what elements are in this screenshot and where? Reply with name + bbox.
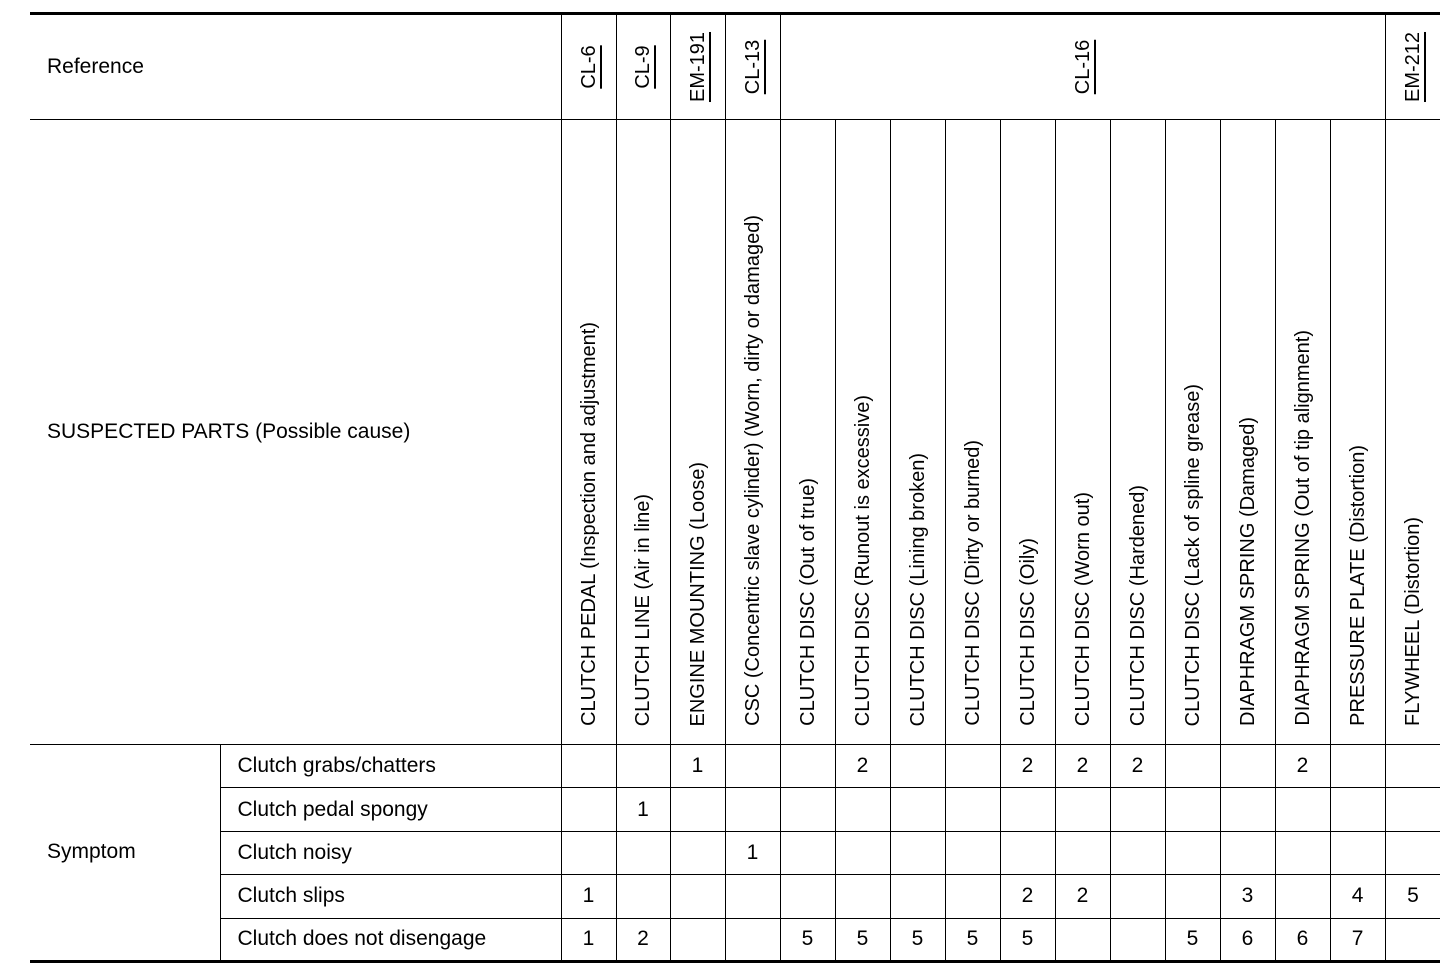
- priority-value-cell: 2: [835, 745, 890, 788]
- suspected-part-label: CLUTCH PEDAL (Inspection and adjustment): [577, 322, 600, 726]
- priority-value-cell: [561, 745, 616, 788]
- priority-value-cell: [1220, 745, 1275, 788]
- priority-value-cell: [1330, 831, 1385, 874]
- reference-cell: [780, 14, 1385, 120]
- suspected-part-cell: [1330, 120, 1385, 745]
- priority-value-cell: [1385, 745, 1440, 788]
- suspected-part-cell: [945, 120, 1000, 745]
- reference-cell: [670, 14, 725, 120]
- suspected-part-cell: [725, 120, 780, 745]
- priority-value-cell: [835, 788, 890, 831]
- priority-value-cell: 7: [1330, 918, 1385, 961]
- priority-value-cell: 6: [1275, 918, 1330, 961]
- priority-value-cell: [1385, 831, 1440, 874]
- priority-value-cell: 2: [1055, 745, 1110, 788]
- suspected-part-cell: [1110, 120, 1165, 745]
- suspected-part-label: CLUTCH LINE (Air in line): [632, 493, 655, 726]
- priority-value-cell: 1: [725, 831, 780, 874]
- symptom-row: [30, 918, 1440, 961]
- priority-value-cell: 2: [1000, 875, 1055, 918]
- priority-value-cell: [890, 745, 945, 788]
- suspected-part-cell: [1220, 120, 1275, 745]
- suspected-part-cell: [1000, 120, 1055, 745]
- priority-value-cell: [890, 831, 945, 874]
- priority-value-cell: 2: [1055, 875, 1110, 918]
- priority-value-cell: 5: [835, 918, 890, 961]
- suspected-part-label: CSC (Concentric slave cylinder) (Worn, dirty or damaged): [741, 215, 764, 726]
- troubleshooting-table-container: [30, 12, 1440, 962]
- suspected-part-cell: [780, 120, 835, 745]
- suspected-part-cell: [1055, 120, 1110, 745]
- symptom-row: [30, 745, 1440, 788]
- priority-value-cell: [1330, 788, 1385, 831]
- priority-value-cell: [1165, 875, 1220, 918]
- suspected-part-label: CLUTCH DISC (Lining broken): [906, 452, 929, 726]
- symptom-row: [30, 875, 1440, 918]
- suspected-part-label: CLUTCH DISC (Worn out): [1071, 491, 1094, 726]
- priority-value-cell: [1385, 788, 1440, 831]
- suspected-part-label: DIAPHRAGM SPRING (Out of tip alignment): [1291, 330, 1314, 726]
- priority-value-cell: [1165, 788, 1220, 831]
- suspected-part-label: CLUTCH DISC (Out of true): [796, 478, 819, 726]
- priority-value-cell: 6: [1220, 918, 1275, 961]
- suspected-part-cell: [561, 120, 616, 745]
- suspected-part-cell: [1385, 120, 1440, 745]
- priority-value-cell: [725, 918, 780, 961]
- priority-value-cell: [1110, 918, 1165, 961]
- reference-cell: [616, 14, 670, 120]
- priority-value-cell: [561, 831, 616, 874]
- reference-label: Reference: [30, 14, 561, 120]
- priority-value-cell: [1275, 831, 1330, 874]
- suspected-part-label: CLUTCH DISC (Oily): [1016, 538, 1039, 726]
- priority-value-cell: 1: [670, 745, 725, 788]
- priority-value-cell: [725, 788, 780, 831]
- priority-value-cell: [1055, 831, 1110, 874]
- suspected-parts-row: [30, 120, 1440, 745]
- suspected-part-label: ENGINE MOUNTING (Loose): [686, 461, 709, 726]
- priority-value-cell: [561, 788, 616, 831]
- priority-value-cell: [890, 788, 945, 831]
- priority-value-cell: [835, 875, 890, 918]
- priority-value-cell: [780, 745, 835, 788]
- priority-value-cell: [835, 831, 890, 874]
- symptom-name: Clutch grabs/chatters: [220, 745, 561, 788]
- priority-value-cell: [1385, 918, 1440, 961]
- priority-value-cell: [1275, 788, 1330, 831]
- symptom-name: Clutch does not disengage: [220, 918, 561, 961]
- priority-value-cell: [945, 745, 1000, 788]
- priority-value-cell: [1330, 745, 1385, 788]
- priority-value-cell: [1275, 875, 1330, 918]
- priority-value-cell: [780, 831, 835, 874]
- suspected-part-label: CLUTCH DISC (Lack of spline grease): [1181, 383, 1204, 726]
- symptom-row: [30, 788, 1440, 831]
- priority-value-cell: [670, 788, 725, 831]
- priority-value-cell: [780, 788, 835, 831]
- priority-value-cell: [670, 875, 725, 918]
- priority-value-cell: [1110, 831, 1165, 874]
- priority-value-cell: 5: [1385, 875, 1440, 918]
- priority-value-cell: [945, 788, 1000, 831]
- priority-value-cell: [1220, 831, 1275, 874]
- symptom-name: Clutch pedal spongy: [220, 788, 561, 831]
- suspected-part-label: CLUTCH DISC (Runout is excessive): [851, 394, 874, 726]
- suspected-part-label: DIAPHRAGM SPRING (Damaged): [1236, 417, 1259, 726]
- priority-value-cell: [1110, 875, 1165, 918]
- priority-value-cell: 2: [1000, 745, 1055, 788]
- suspected-part-cell: [890, 120, 945, 745]
- reference-link[interactable]: CL-16: [1071, 39, 1094, 95]
- priority-value-cell: 4: [1330, 875, 1385, 918]
- priority-value-cell: [670, 918, 725, 961]
- priority-value-cell: [725, 875, 780, 918]
- priority-value-cell: 1: [616, 788, 670, 831]
- suspected-part-label: FLYWHEEL (Distortion): [1401, 517, 1424, 726]
- symptom-name: Clutch noisy: [220, 831, 561, 874]
- priority-value-cell: [616, 831, 670, 874]
- priority-value-cell: [1165, 745, 1220, 788]
- priority-value-cell: [616, 875, 670, 918]
- priority-value-cell: 1: [561, 918, 616, 961]
- priority-value-cell: [1220, 788, 1275, 831]
- priority-value-cell: [945, 875, 1000, 918]
- reference-cell: [1385, 14, 1440, 120]
- reference-row: [30, 14, 1440, 120]
- priority-value-cell: 2: [616, 918, 670, 961]
- priority-value-cell: [1000, 788, 1055, 831]
- reference-link[interactable]: CL-13: [741, 39, 764, 95]
- priority-value-cell: [945, 831, 1000, 874]
- suspected-part-cell: [1165, 120, 1220, 745]
- reference-link[interactable]: EM-191: [686, 31, 709, 103]
- priority-value-cell: 1: [561, 875, 616, 918]
- priority-value-cell: [725, 745, 780, 788]
- priority-value-cell: 5: [890, 918, 945, 961]
- priority-value-cell: 2: [1275, 745, 1330, 788]
- priority-value-cell: [1055, 918, 1110, 961]
- priority-value-cell: [1000, 831, 1055, 874]
- suspected-part-cell: [616, 120, 670, 745]
- priority-value-cell: [1165, 831, 1220, 874]
- priority-value-cell: 5: [780, 918, 835, 961]
- suspected-part-cell: [835, 120, 890, 745]
- priority-value-cell: 2: [1110, 745, 1165, 788]
- suspected-part-cell: [670, 120, 725, 745]
- priority-value-cell: [1110, 788, 1165, 831]
- clutch-troubleshooting-table: [30, 12, 1440, 963]
- suspected-part-label: PRESSURE PLATE (Distortion): [1346, 445, 1369, 726]
- suspected-part-cell: [1275, 120, 1330, 745]
- priority-value-cell: [890, 875, 945, 918]
- priority-value-cell: [616, 745, 670, 788]
- priority-value-cell: [780, 875, 835, 918]
- priority-value-cell: 5: [1000, 918, 1055, 961]
- symptom-label: Symptom: [30, 745, 220, 962]
- symptom-name: Clutch slips: [220, 875, 561, 918]
- reference-link[interactable]: CL-6: [577, 45, 600, 89]
- priority-value-cell: [670, 831, 725, 874]
- reference-link[interactable]: CL-9: [632, 45, 655, 89]
- reference-cell: [725, 14, 780, 120]
- priority-value-cell: 5: [945, 918, 1000, 961]
- suspected-part-label: CLUTCH DISC (Hardened): [1126, 484, 1149, 726]
- symptom-row: [30, 831, 1440, 874]
- suspected-parts-label: SUSPECTED PARTS (Possible cause): [30, 120, 561, 745]
- priority-value-cell: 5: [1165, 918, 1220, 961]
- suspected-part-label: CLUTCH DISC (Dirty or burned): [961, 440, 984, 726]
- reference-cell: [561, 14, 616, 120]
- priority-value-cell: 3: [1220, 875, 1275, 918]
- priority-value-cell: [1055, 788, 1110, 831]
- reference-link[interactable]: EM-212: [1401, 31, 1424, 103]
